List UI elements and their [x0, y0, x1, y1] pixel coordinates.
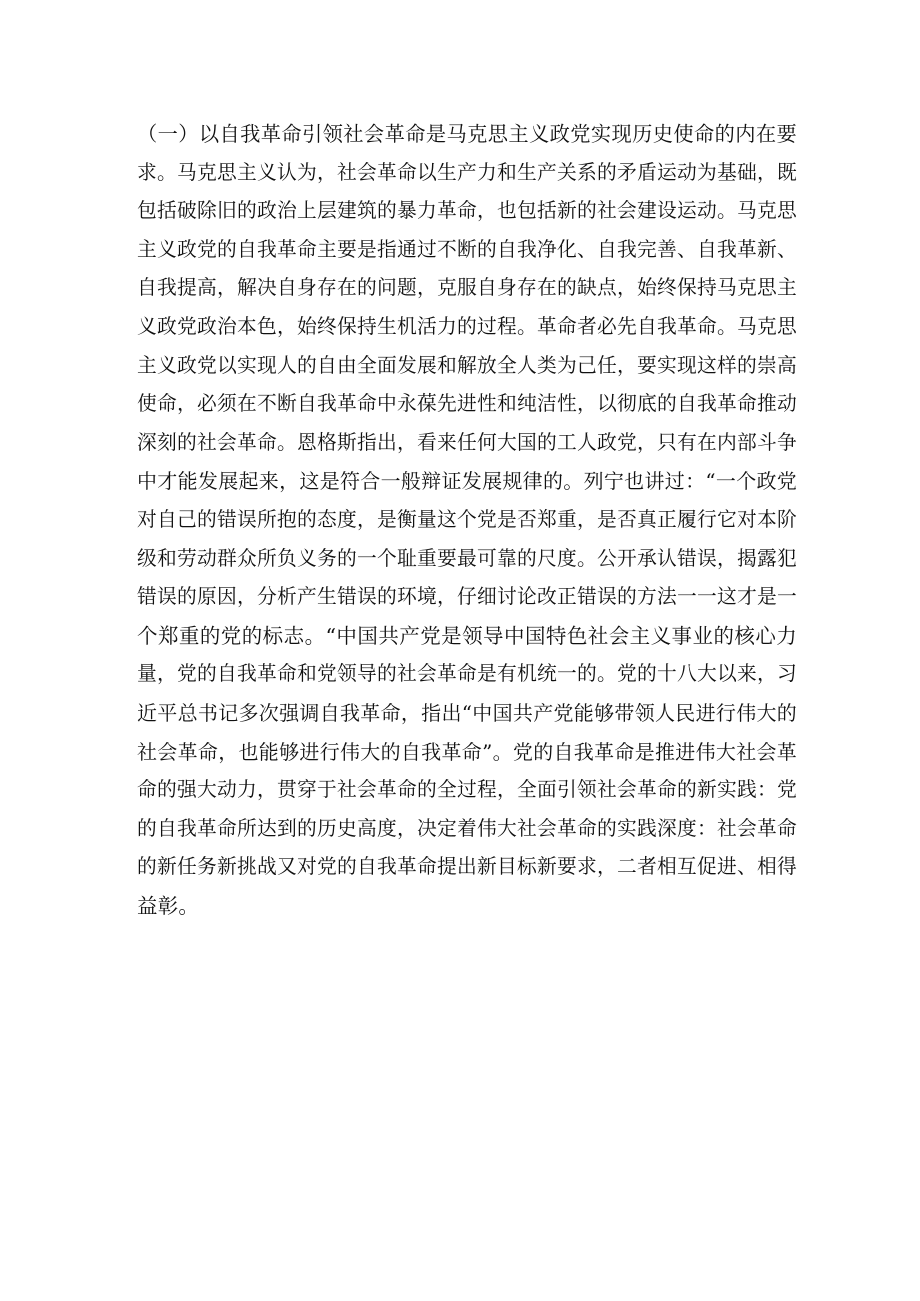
paragraph-line: 错误的原因，分析产生错误的环境，仔细讨论改正错误的方法一一这才是一: [137, 585, 797, 609]
paragraph-line: 的新任务新挑战又对党的自我革命提出新目标新要求，二者相互促进、相得: [137, 855, 797, 879]
paragraph-line: 社会革命，也能够进行伟大的自我革命”。党的自我革命是推进伟大社会革: [137, 739, 797, 764]
paragraph-line: 主义政党以实现人的自由全面发展和解放全人类为己任，要实现这样的崇高: [137, 353, 797, 377]
paragraph-line: 义政党政治本色，始终保持生机活力的过程。革命者必先自我革命。马克思: [137, 314, 797, 338]
paragraph-line: 量，党的自我革命和党领导的社会革命是有机统一的。党的十八大以来，习: [137, 662, 797, 686]
paragraph-line: 个郑重的党的标志。“中国共产党是领导中国特色社会主义事业的核心力: [137, 623, 797, 648]
paragraph-line: 中才能发展起来，这是符合一般辩证发展规律的。列宁也讲过：“一个政党: [137, 469, 797, 494]
paragraph-line: 求。马克思主义认为，社会革命以生产力和生产关系的矛盾运动为基础，既: [137, 160, 797, 184]
paragraph-line: 主义政党的自我革命主要是指通过不断的自我净化、自我完善、自我革新、: [137, 237, 797, 261]
paragraph-line: 命的强大动力，贯穿于社会革命的全过程，全面引领社会革命的新实践：党: [137, 778, 797, 802]
paragraph-line: 益彰。: [137, 893, 200, 918]
paragraph-line: 对自己的错误所抱的态度，是衡量这个党是否郑重，是否真正履行它对本阶: [137, 507, 797, 531]
paragraph-line: 级和劳动群众所负义务的一个耻重要最可靠的尺度。公开承认错误，揭露犯: [137, 546, 797, 570]
paragraph-line: 自我提高，解决自身存在的问题，克服自身存在的缺点，始终保持马克思主: [137, 276, 797, 300]
paragraph-line: 深刻的社会革命。恩格斯指出，看来任何大国的工人政党，只有在内部斗争: [137, 430, 797, 454]
paragraph-line: （一）以自我革命引领社会革命是马克思主义政党实现历史使命的内在要: [137, 122, 797, 146]
paragraph-line: 近平总书记多次强调自我革命，指出“中国共产党能够带领人民进行伟大的: [137, 700, 797, 725]
paragraph-line: 的自我革命所达到的历史高度，决定着伟大社会革命的实践深度：社会革命: [137, 816, 797, 840]
body-paragraph: [137, 115, 797, 925]
paragraph-line: 包括破除旧的政治上层建筑的暴力革命，也包括新的社会建设运动。马克思: [137, 199, 797, 223]
paragraph-line: 使命，必须在不断自我革命中永葆先进性和纯洁性，以彻底的自我革命推动: [137, 392, 797, 416]
